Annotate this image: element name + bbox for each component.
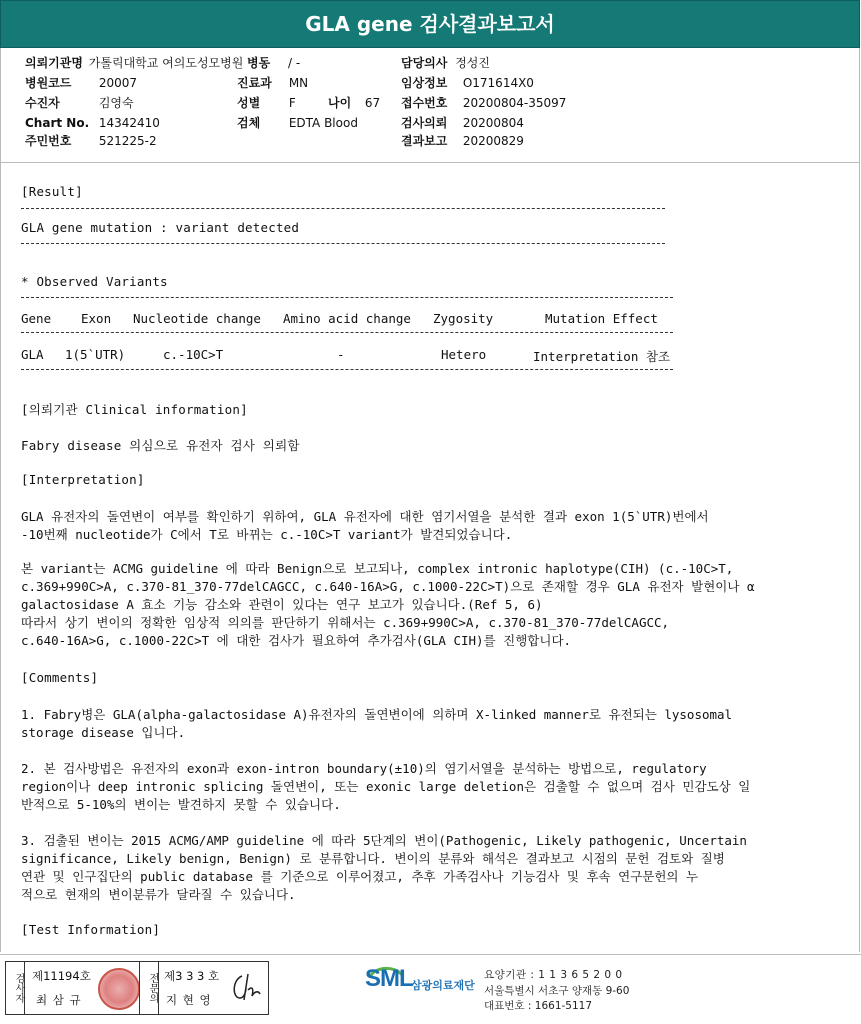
text-line: 반적으로 5-10%의 변이는 발견하지 못할 수 있습니다. bbox=[21, 797, 341, 812]
report-body bbox=[0, 162, 860, 952]
test-information-heading: [Test Information] bbox=[21, 922, 161, 937]
report-date-value: 20200829 bbox=[462, 134, 524, 148]
doctor-value: 정성진 bbox=[455, 56, 490, 70]
chart-number-value: 14342410 bbox=[98, 116, 160, 130]
address: 서울특별시 서초구 양재동 9-60 bbox=[484, 985, 630, 997]
resident-number-value: 521225-2 bbox=[98, 134, 157, 148]
col-header-gene: Gene bbox=[21, 311, 52, 326]
text-line: -10번째 nucleotide가 C에서 T로 바뀌는 c.-10C>T variant가 발견되었습니다. bbox=[21, 527, 513, 542]
signature-scribble bbox=[228, 970, 264, 1006]
chart-number-label: Chart No. bbox=[25, 116, 90, 130]
phone-number: 대표번호 : 1661-5117 bbox=[484, 1000, 593, 1012]
clinical-info-text: Fabry disease 의심으로 유전자 검사 의뢰함 bbox=[21, 438, 300, 453]
report-footer bbox=[0, 954, 861, 1024]
text-line: 2. 본 검사방법은 유전자의 exon과 exon-intron boundary(±10)의 염기서열을 분석하는 방법으로, regulatory bbox=[21, 761, 707, 776]
result-heading: [Result] bbox=[21, 184, 83, 199]
cell-zygosity: Hetero bbox=[441, 347, 487, 362]
resident-number-field bbox=[25, 132, 157, 150]
receipt-number-label: 접수번호 bbox=[401, 96, 448, 110]
clinical-info-heading: [의뢰기관 Clinical information] bbox=[21, 402, 248, 417]
doctor-field bbox=[401, 54, 490, 72]
text-line: 적으로 현재의 변이분류가 달라질 수 있습니다. bbox=[21, 887, 296, 902]
interpretation-paragraph-2 bbox=[21, 560, 754, 650]
cell-gene: GLA bbox=[21, 347, 44, 362]
col-header-zygosity: Zygosity bbox=[433, 311, 494, 326]
specimen-field bbox=[237, 114, 358, 132]
official-stamp bbox=[98, 968, 140, 1010]
report-date-field bbox=[401, 132, 524, 150]
clinical-info-value: O171614X0 bbox=[462, 76, 534, 90]
divider bbox=[21, 243, 665, 244]
text-line: 따라서 상기 변이의 정확한 임상적 의의를 판단하기 위해서는 c.369+990C>A, c.370-81_370-77delCAGCC, bbox=[21, 615, 670, 630]
hospital-code-value: 20007 bbox=[98, 76, 138, 90]
report-title: GLA gene 검사결과보고서 bbox=[0, 0, 860, 48]
report-date-label: 결과보고 bbox=[401, 134, 448, 148]
sex-field bbox=[237, 94, 296, 112]
comment-2 bbox=[21, 760, 750, 814]
examiner-vertical-label bbox=[6, 962, 25, 1014]
col-header-mutation-effect: Mutation Effect bbox=[545, 311, 658, 326]
text-line: 1. Fabry병은 GLA(alpha-galactosidase A)유전자의 돌연변이에 의하며 X-linked manner로 유전되는 lysosomal bbox=[21, 707, 733, 722]
cell-amino-acid: - bbox=[337, 347, 345, 362]
sml-logo: SML bbox=[365, 965, 413, 992]
divider bbox=[21, 332, 673, 333]
clinical-info-label: 임상정보 bbox=[401, 76, 448, 90]
patient-field bbox=[25, 94, 134, 112]
text-line: 본 variant는 ACMG guideline 에 따라 Benign으로 보고되나, complex intronic haplotype(CIH) (c.-10C>T, bbox=[21, 561, 734, 576]
text-line: 연관 및 인구집단의 public database 를 기준으로 이루어졌고, 추후 가족검사나 기능검사 및 후속 연구문헌의 누 bbox=[21, 869, 699, 884]
ward-field bbox=[247, 54, 300, 72]
specialist-license-number: 제3 3 3 호 bbox=[164, 969, 220, 983]
resident-number-label: 주민번호 bbox=[25, 134, 72, 148]
institution-field bbox=[25, 54, 243, 72]
signature-box bbox=[5, 961, 269, 1015]
department-field bbox=[237, 74, 308, 92]
col-header-amino-acid: Amino acid change bbox=[283, 311, 411, 326]
sex-value: F bbox=[288, 96, 296, 110]
institution-label: 의뢰기관명 bbox=[25, 56, 83, 70]
text-line: c.640-16A>G, c.1000-22C>T 에 대한 검사가 필요하여 추가검사(GLA CIH)를 진행합니다. bbox=[21, 633, 572, 648]
examiner-license-number: 제11194호 bbox=[32, 969, 91, 983]
divider bbox=[21, 297, 673, 298]
chart-number-field bbox=[25, 114, 160, 132]
specimen-value: EDTA Blood bbox=[288, 116, 358, 130]
department-value: MN bbox=[288, 76, 309, 90]
cell-nucleotide: c.-10C>T bbox=[163, 347, 224, 362]
mutation-summary: GLA gene mutation : variant detected bbox=[21, 220, 300, 235]
age-label: 나이 bbox=[328, 96, 352, 110]
request-date-field bbox=[401, 114, 524, 132]
foundation-name: 삼광의료재단 bbox=[411, 979, 475, 992]
divider bbox=[21, 369, 673, 370]
text-line: 3. 검출된 변이는 2015 ACMG/AMP guideline 에 따라 5단계의 변이(Pathogenic, Likely pathogenic, Uncertain bbox=[21, 833, 747, 848]
examiner-vertical-text: 검사자 bbox=[13, 973, 24, 1003]
receipt-number-field bbox=[401, 94, 566, 112]
clinical-info-field bbox=[401, 74, 534, 92]
hospital-code-label: 병원코드 bbox=[25, 76, 72, 90]
patient-label: 수진자 bbox=[25, 96, 60, 110]
department-label: 진료과 bbox=[237, 76, 272, 90]
cell-mutation-effect: Interpretation 참조 bbox=[533, 349, 671, 364]
specialist-vertical-label bbox=[139, 962, 159, 1014]
ward-value: / - bbox=[288, 56, 301, 70]
sex-label: 성별 bbox=[237, 96, 261, 110]
divider bbox=[21, 208, 665, 209]
request-date-label: 검사의뢰 bbox=[401, 116, 448, 130]
examiner-name: 최 삼 규 bbox=[36, 993, 82, 1007]
institution-value: 가톨릭대학교 여의도성모병원 bbox=[88, 56, 244, 70]
receipt-number-value: 20200804-35097 bbox=[462, 96, 567, 110]
col-header-nucleotide: Nucleotide change bbox=[133, 311, 261, 326]
age-value: 67 bbox=[364, 96, 381, 110]
age-field bbox=[328, 94, 380, 112]
text-line: GLA 유전자의 돌연변이 여부를 확인하기 위하여, GLA 유전자에 대한 염기서열을 분석한 결과 exon 1(5`UTR)번에서 bbox=[21, 509, 709, 524]
care-institution-code: 요양기관 : 1 1 3 6 5 2 0 0 bbox=[484, 969, 623, 981]
specialist-vertical-text: 전문의 bbox=[147, 973, 158, 1003]
text-line: galactosidase A 효소 기능 감소와 관련이 있다는 연구 보고가 있습니다.(Ref 5, 6) bbox=[21, 597, 543, 612]
patient-value: 김영숙 bbox=[98, 96, 134, 110]
text-line: storage disease 입니다. bbox=[21, 725, 186, 740]
specimen-label: 검체 bbox=[237, 116, 261, 130]
text-line: significance, Likely benign, Benign) 로 분류합니다. 변이의 분류와 해석은 결과보고 시점의 문헌 검토와 질병 bbox=[21, 851, 725, 866]
request-date-value: 20200804 bbox=[462, 116, 524, 130]
doctor-label: 담당의사 bbox=[401, 56, 448, 70]
text-line: c.369+990C>A, c.370-81_370-77delCAGCC, c.640-16A>G, c.1000-22C>T)으로 존재할 경우 GLA 유전자 발현이나 α bbox=[21, 579, 755, 594]
cell-exon: 1(5`UTR) bbox=[65, 347, 126, 362]
comments-heading: [Comments] bbox=[21, 670, 99, 685]
text-line: region이나 deep intronic splicing 돌연변이, 또는 exonic large deletion은 검출할 수 없으며 검사 민감도상 일 bbox=[21, 779, 751, 794]
patient-info-panel bbox=[0, 48, 860, 163]
interpretation-paragraph-1 bbox=[21, 508, 709, 544]
comment-1 bbox=[21, 706, 732, 742]
col-header-exon: Exon bbox=[81, 311, 112, 326]
comment-3 bbox=[21, 832, 747, 904]
hospital-code-field bbox=[25, 74, 137, 92]
specialist-name: 지 현 영 bbox=[166, 993, 212, 1007]
observed-variants-heading: * Observed Variants bbox=[21, 274, 168, 289]
ward-label: 병동 bbox=[247, 56, 271, 70]
interpretation-heading: [Interpretation] bbox=[21, 472, 145, 487]
